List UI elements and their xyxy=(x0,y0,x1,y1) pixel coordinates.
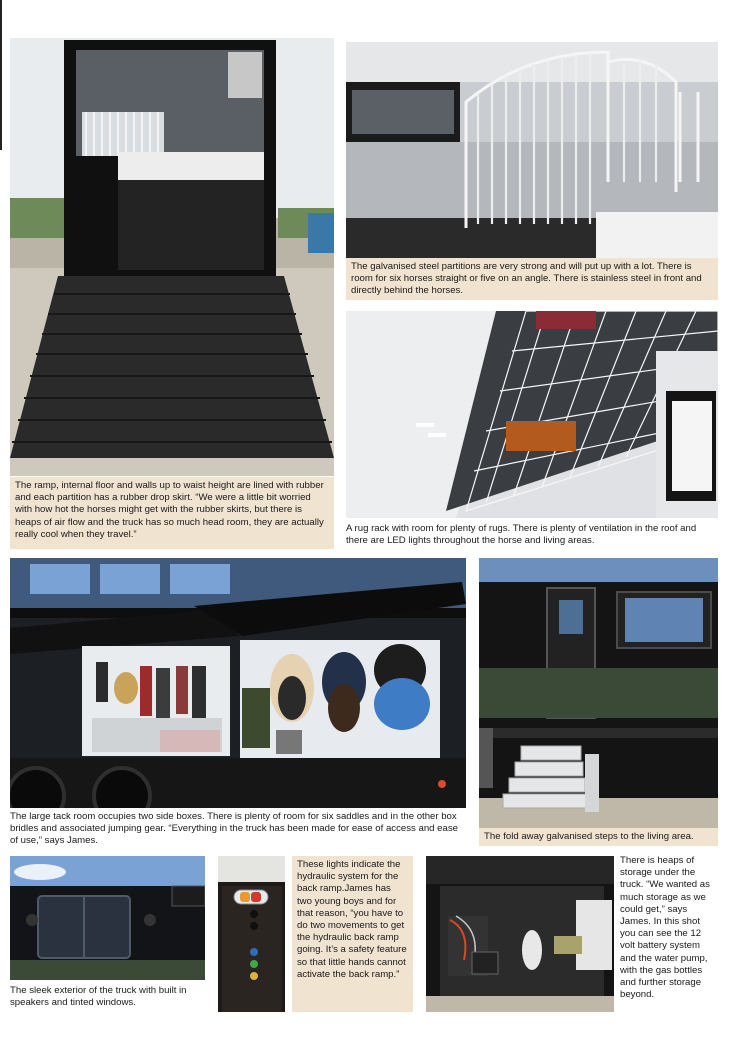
photo-rear-ramp xyxy=(10,38,334,476)
caption-storage: There is heaps of storage under the truck. “We wanted as much storage as we could get,” says James. In this shot you can see the 12 volt battery system and the water pump, with the gas bottles and further storage beyond. xyxy=(620,855,710,1001)
photo-tack-room xyxy=(10,558,466,808)
photo-partitions xyxy=(346,42,718,258)
caption-partitions: The galvanised steel partitions are very strong and will put up with a lot. There is room for six horses straight or five on an angle. There is stainless steel in front and directly behind the horses. xyxy=(346,258,718,300)
photo-steps xyxy=(479,558,718,828)
page-edge-bar xyxy=(0,0,2,150)
caption-ramp: The ramp, internal floor and walls up to waist height are lined with rubber and each partition has a rubber drop skirt. “We were a little bit worried with how hot the horses might get with the rubber skirts, but there is heaps of air flow and the truck has so much head room, they are actually really cool when they travel.” xyxy=(10,477,334,549)
caption-rug-rack: A rug rack with room for plenty of rugs. There is plenty of ventilation in the roof and there are LED lights throughout the horse and living areas. xyxy=(346,523,697,547)
caption-tack-room: The large tack room occupies two side boxes. There is plenty of room for six saddles and in the other box bridles and associated jumping gear. “Everything in the truck has been made for ease of access and ease of use,” says James. xyxy=(10,811,458,847)
photo-exterior xyxy=(10,856,205,980)
photo-storage xyxy=(426,856,614,1012)
photo-indicator-lights xyxy=(218,856,285,1012)
photo-rug-rack xyxy=(346,311,718,518)
caption-lights: These lights indicate the hydraulic system for the back ramp.James has two young boys and for that reason, “you have to do two movements to get the hydraulic back ramp going. It’s a safety feature so that little hands cannot activate the back ramp.” xyxy=(292,856,413,1012)
caption-exterior: The sleek exterior of the truck with built in speakers and tinted windows. xyxy=(10,985,187,1009)
caption-steps: The fold away galvanised steps to the living area. xyxy=(479,828,718,846)
